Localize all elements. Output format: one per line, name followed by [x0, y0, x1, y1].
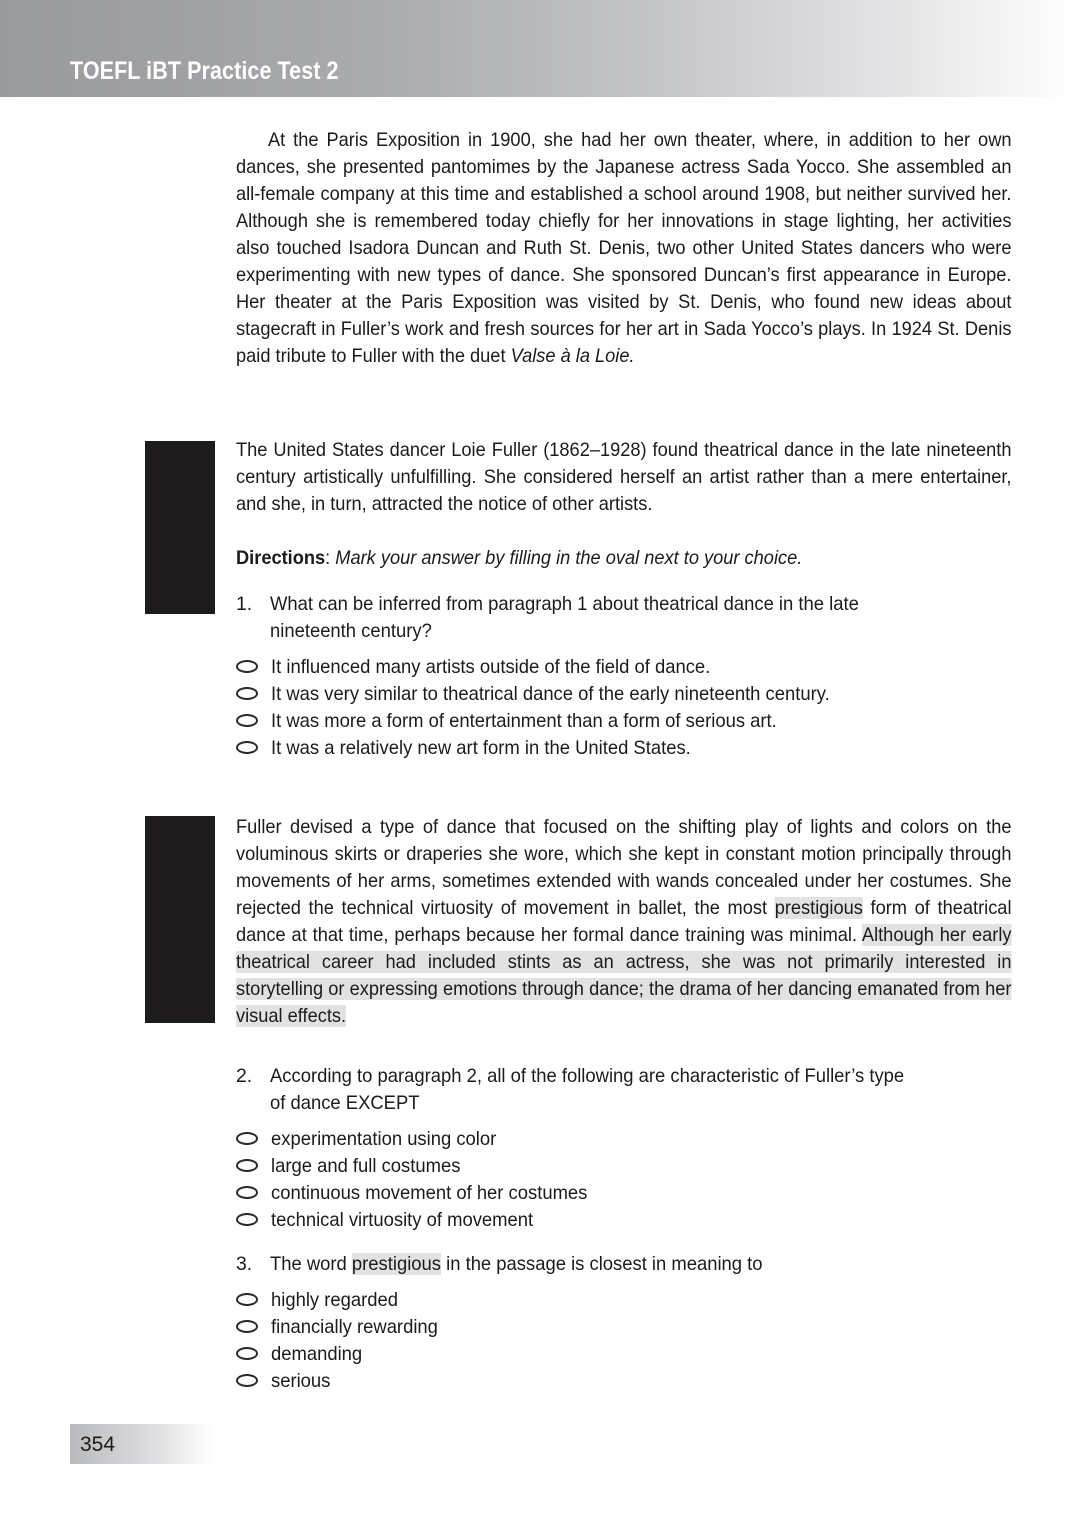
directions-separator: :: [325, 547, 331, 569]
page-header-band: [0, 0, 1080, 97]
question-1-prompt-row: [236, 591, 936, 645]
oval-icon[interactable]: [236, 1293, 258, 1306]
directions-label: Directions: [236, 547, 326, 569]
paragraph-3-text-part-a: Fuller devised a type of dance that focused on the shifting play of lights and colors on the voluminous skirts or draperies she wore, which she kept in constant motion principally through movements of her arms, sometimes extended with wands concealed under her costumes. She rejected the technical virtuosity of movement in ballet, the most: [236, 816, 1012, 919]
question-3-number: 3.: [236, 1253, 253, 1275]
question-3-option-1-label: highly regarded: [271, 1289, 398, 1311]
paragraph-1-work-title: Valse à la Loie.: [510, 345, 635, 367]
question-1-option-3[interactable]: [236, 708, 936, 735]
question-2-option-2-label: large and full costumes: [271, 1155, 461, 1177]
question-3-option-2[interactable]: [236, 1314, 956, 1341]
question-2: [236, 1063, 956, 1234]
question-3-option-1[interactable]: [236, 1287, 956, 1314]
passage-marker-bar-2: [145, 816, 215, 1023]
oval-icon[interactable]: [236, 1186, 258, 1199]
question-1-number: 1.: [236, 593, 253, 615]
question-3-option-4-label: serious: [271, 1370, 331, 1392]
question-1-option-3-label: It was more a form of entertainment than a form of serious art.: [271, 710, 777, 732]
question-1-option-1[interactable]: [236, 654, 936, 681]
question-3-highlighted-word: prestigious: [351, 1253, 441, 1275]
oval-icon[interactable]: [236, 687, 258, 700]
question-3-options: [236, 1287, 956, 1395]
passage-marker-bar-1: [145, 441, 215, 614]
directions-text: Mark your answer by filling in the oval next to your choice.: [335, 547, 803, 569]
question-2-option-1[interactable]: [236, 1126, 956, 1153]
question-1-option-2[interactable]: [236, 681, 936, 708]
question-1: [236, 591, 936, 762]
oval-icon[interactable]: [236, 1374, 258, 1387]
question-3-option-3[interactable]: [236, 1341, 956, 1368]
oval-icon[interactable]: [236, 1132, 258, 1145]
question-2-prompt: According to paragraph 2, all of the following are characteristic of Fuller’s type of dance EXCEPT: [270, 1065, 905, 1114]
page-title: TOEFL iBT Practice Test 2: [70, 57, 339, 85]
oval-icon[interactable]: [236, 660, 258, 673]
paragraph-2-text: The United States dancer Loie Fuller (1862–1928) found theatrical dance in the late nineteenth century artistically unfulfilling. She considered herself an artist rather than a mere entertainer, and she, in turn, attracted the notice of other artists.: [236, 439, 1012, 515]
question-1-options: [236, 654, 936, 762]
page-number-box: [70, 1424, 215, 1464]
passage-paragraph-1: [236, 127, 1012, 370]
paragraph-3-text-part-b: form of theatrical dance at that time, perhaps because her formal dance training was minimal.: [236, 897, 1012, 946]
question-2-number: 2.: [236, 1065, 253, 1087]
question-3-option-3-label: demanding: [271, 1343, 363, 1365]
question-3-option-2-label: financially rewarding: [271, 1316, 438, 1338]
passage-paragraph-3: [236, 814, 1012, 1030]
question-3-option-4[interactable]: [236, 1368, 956, 1395]
question-1-option-1-label: It influenced many artists outside of the field of dance.: [271, 656, 711, 678]
question-2-option-4-label: technical virtuosity of movement: [271, 1209, 534, 1231]
question-3-prompt-part-a: The word: [270, 1253, 352, 1275]
paragraph-3-highlighted-word: prestigious: [774, 897, 863, 919]
directions-line: [236, 545, 1012, 572]
question-2-options: [236, 1126, 956, 1234]
oval-icon[interactable]: [236, 741, 258, 754]
question-2-option-2[interactable]: [236, 1153, 956, 1180]
question-1-option-2-label: It was very similar to theatrical dance of the early nineteenth century.: [271, 683, 830, 705]
question-2-option-3-label: continuous movement of her costumes: [271, 1182, 588, 1204]
paragraph-1-text: At the Paris Exposition in 1900, she had her own theater, where, in addition to her own dances, she presented pantomimes by the Japanese actress Sada Yocco. She assembled an all-female company at this time and established a school around 1908, but neither survived her. Although she is remembered today chiefly for her innovations in stage lighting, her activities also touched Isadora Duncan and Ruth St. Denis, two other United States dancers who were experimenting with new types of dance. She sponsored Duncan’s first appearance in Europe. Her theater at the Paris Exposition was visited by St. Denis, who found new ideas about stagecraft in Fuller’s work and fresh sources for her art in Sada Yocco’s plays. In 1924 St. Denis paid tribute to Fuller with the duet: [236, 129, 1012, 367]
question-2-option-1-label: experimentation using color: [271, 1128, 497, 1150]
oval-icon[interactable]: [236, 1320, 258, 1333]
question-3-prompt-part-b: in the passage is closest in meaning to: [441, 1253, 763, 1275]
question-2-prompt-row: [236, 1063, 956, 1117]
question-3: [236, 1251, 956, 1395]
oval-icon[interactable]: [236, 714, 258, 727]
question-2-option-4[interactable]: [236, 1207, 956, 1234]
oval-icon[interactable]: [236, 1213, 258, 1226]
question-1-option-4[interactable]: [236, 735, 936, 762]
question-1-prompt: What can be inferred from paragraph 1 about theatrical dance in the late nineteenth century?: [270, 593, 859, 642]
question-1-option-4-label: It was a relatively new art form in the United States.: [271, 737, 691, 759]
question-2-option-3[interactable]: [236, 1180, 956, 1207]
question-3-prompt: [270, 1251, 922, 1278]
paragraph-3-highlighted-sentence: Although her early theatrical career had included stints as an actress, she was not primarily interested in storytelling or expressing emotions through dance; the drama of her dancing emanated from her visual effects.: [236, 924, 1012, 1027]
oval-icon[interactable]: [236, 1347, 258, 1360]
page-number: 354: [80, 1433, 116, 1456]
oval-icon[interactable]: [236, 1159, 258, 1172]
passage-paragraph-2: [236, 437, 1012, 518]
question-3-prompt-row: [236, 1251, 956, 1278]
